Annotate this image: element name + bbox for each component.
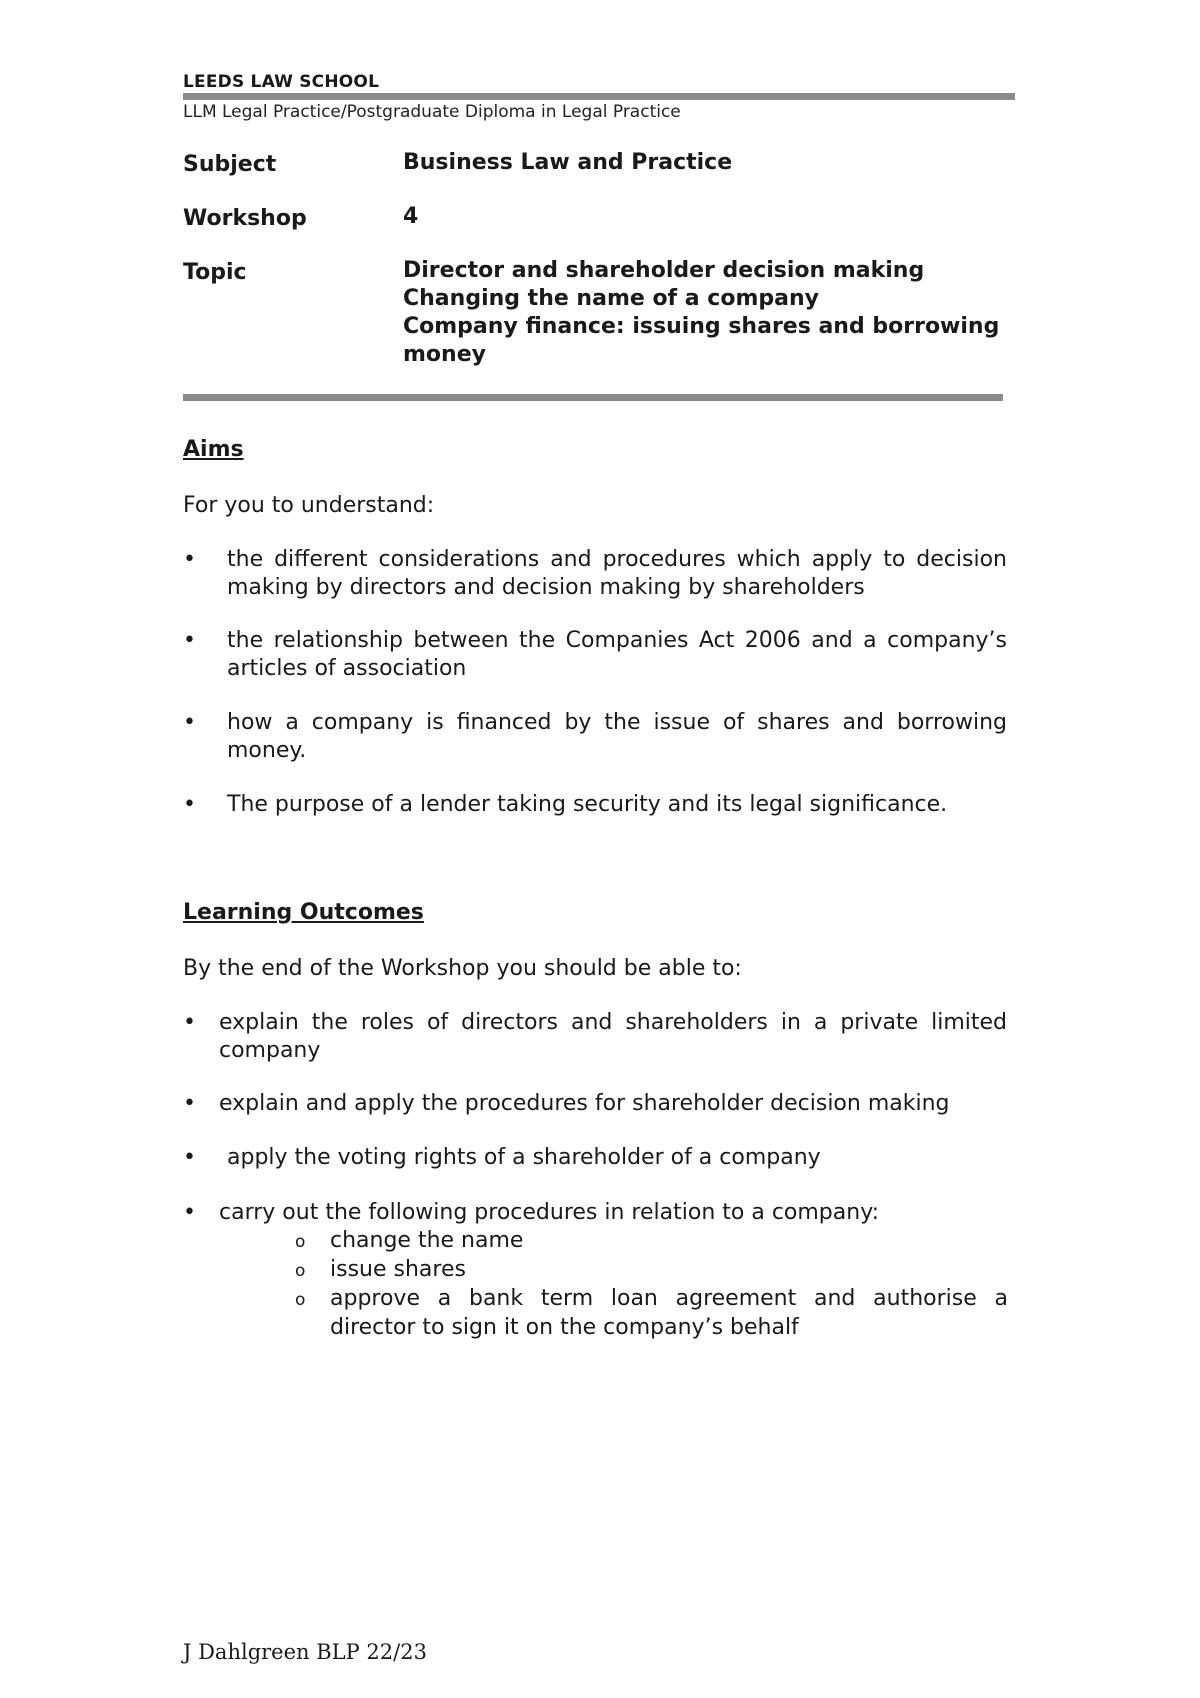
outcome-subitem: approve a bank term loan agreement and authorise a director to sign it on the company’s behalf	[330, 1286, 1008, 1340]
bullet-icon: •	[183, 1091, 196, 1116]
topic-line: Director and shareholder decision making	[403, 258, 925, 283]
outcome-subitem: change the name	[330, 1228, 524, 1253]
aims-item: The purpose of a lender taking security and its legal significance.	[227, 792, 948, 817]
outcome-item: explain the roles of directors and shareholders in a private limited company	[219, 1010, 1007, 1063]
topic-value	[403, 257, 1013, 369]
sub-bullet-icon: o	[295, 1261, 306, 1281]
bullet-icon: •	[183, 547, 196, 572]
bullet-icon: •	[183, 792, 196, 817]
school-name: LEEDS LAW SCHOOL	[183, 72, 380, 92]
topic-line: Company finance: issuing shares and borrowing money	[403, 314, 1000, 367]
outcome-subitem: issue shares	[330, 1257, 466, 1282]
outcome-item: carry out the following procedures in relation to a company:	[219, 1200, 880, 1225]
workshop-value: 4	[403, 204, 419, 229]
outcomes-heading: Learning Outcomes	[183, 900, 424, 925]
bullet-icon: •	[183, 628, 196, 653]
bullet-icon: •	[183, 1010, 196, 1035]
section-rule	[183, 394, 1003, 401]
bullet-icon: •	[183, 710, 196, 735]
outcome-item: explain and apply the procedures for shareholder decision making	[219, 1091, 950, 1116]
topic-label: Topic	[183, 260, 247, 285]
aims-heading: Aims	[183, 437, 244, 462]
header-rule	[183, 93, 1015, 100]
sub-bullet-icon: o	[295, 1232, 306, 1252]
bullet-icon: •	[183, 1145, 196, 1170]
bullet-icon: •	[183, 1200, 196, 1225]
course-title: LLM Legal Practice/Postgraduate Diploma in Legal Practice	[183, 102, 681, 122]
subject-value: Business Law and Practice	[403, 150, 733, 175]
outcome-item: apply the voting rights of a shareholder of a company	[227, 1145, 821, 1170]
sub-bullet-icon: o	[295, 1290, 306, 1310]
subject-label: Subject	[183, 152, 277, 177]
aims-item: how a company is financed by the issue of shares and borrowing money.	[227, 710, 1007, 763]
footer-text: J Dahlgreen BLP 22/23	[183, 1640, 427, 1664]
aims-item: the different considerations and procedures which apply to decision making by directors and decision making by shareholders	[227, 547, 1007, 600]
outcomes-intro: By the end of the Workshop you should be able to:	[183, 956, 742, 981]
aims-intro: For you to understand:	[183, 493, 435, 518]
aims-item: the relationship between the Companies Act 2006 and a company’s articles of association	[227, 628, 1007, 681]
workshop-label: Workshop	[183, 206, 307, 231]
topic-line: Changing the name of a company	[403, 286, 819, 311]
